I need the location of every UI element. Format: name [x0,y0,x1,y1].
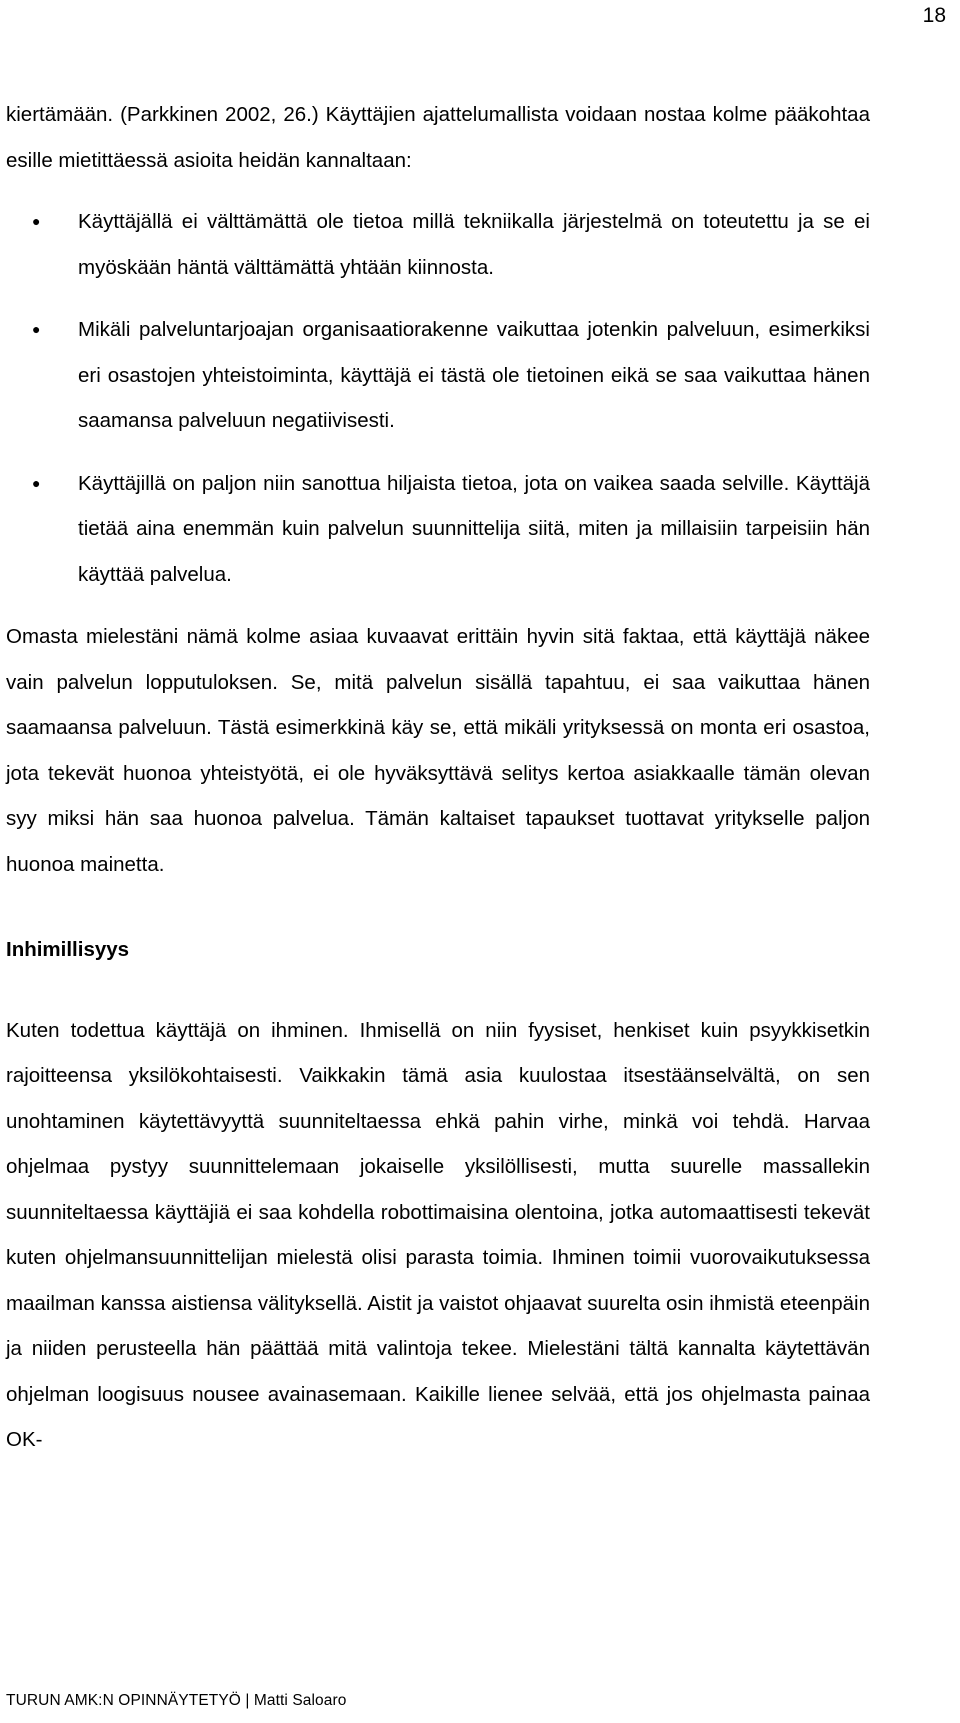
bullet-list [6,199,870,597]
page-number: 18 [922,4,946,27]
section-heading: Inhimillisyys [6,938,130,961]
bullet-icon: ● [32,213,41,229]
bullet-text: Käyttäjällä ei välttämättä ole tietoa millä tekniikalla järjestelmä on toteutettu ja se ei myöskään häntä välttämättä yhtään kiinnosta. [78,210,870,279]
bullet-text: Käyttäjillä on paljon niin sanottua hiljaista tietoa, jota on vaikea saada selville. Käyttäjä tietää aina enemmän kuin palvelun suunnittelija siitä, miten ja millaisiin tarpeisiin hän käyttää palvelua. [78,471,870,586]
bullet-text: Mikäli palveluntarjoajan organisaatiorakenne vaikuttaa jotenkin palveluun, esimerkiksi eri osastojen yhteistoiminta, käyttäjä ei tästä ole tietoinen eikä se saa vaikuttaa hänen saamansa palveluun negatiivisesti. [78,318,870,432]
bullet-item [6,461,870,598]
opinion-paragraph: Omasta mielestäni nämä kolme asiaa kuvaavat erittäin hyvin sitä faktaa, että käyttäjä näkee vain palvelun lopputuloksen. Se, mitä palvelun sisällä tapahtuu, ei saa vaikuttaa hänen saamaansa palveluun. Tästä esimerkkinä käy se, että mikäli yrityksessä on monta eri osastoa, jota tekevät huonoa yhteistyötä, ei ole hyväksyttävä selitys kertoa asiakkaalle tämän olevan syy miksi hän saa huonoa palvelua. Tämän kaltaiset tapaukset tuottavat yritykselle paljon huonoa mainetta. [6,625,870,876]
bullet-icon: ● [32,321,41,337]
section-paragraph: Kuten todettua käyttäjä on ihminen. Ihmisellä on niin fyysiset, henkiset kuin psyykkisetkin rajoitteensa yksilökohtaisesti. Vaikkakin tämä asia kuulostaa itsestäänselvältä, on sen unohtaminen käytettävyyttä suunniteltaessa ehkä pahin virhe, minkä voi tehdä. Harvaa ohjelmaa pystyy suunnittelemaan jokaiselle yksilöllisesti, mutta suurelle massallekin suunniteltaessa käyttäjiä ei saa kohdella robottimaisina olentoina, jotka automaattisesti tekevät kuten ohjelmansuunnittelijan mielestä olisi parasta toimia. Ihminen toimii vuorovaikutuksessa maailman kanssa aistiensa välityksellä. Aistit ja vaistot ohjaavat suurelta osin ihmistä eteenpäin ja niiden perusteella hän päättää mitä valintoja tekee. Mielestäni tältä kannalta käytettävän ohjelman loogisuus nousee avainasemaan. Kaikille lienee selvää, että jos ohjelmasta painaa OK- [6,1018,870,1451]
bullet-icon: ● [32,474,41,491]
document-body [6,92,870,1463]
bullet-item [6,199,870,290]
page-footer: TURUN AMK:N OPINNÄYTETYÖ | Matti Saloaro [6,1692,347,1709]
intro-paragraph: kiertämään. (Parkkinen 2002, 26.) Käyttäjien ajattelumallista voidaan nostaa kolme pääkohtaa esille mietittäessä asioita heidän kannaltaan: [6,103,870,172]
bullet-item [6,307,870,444]
